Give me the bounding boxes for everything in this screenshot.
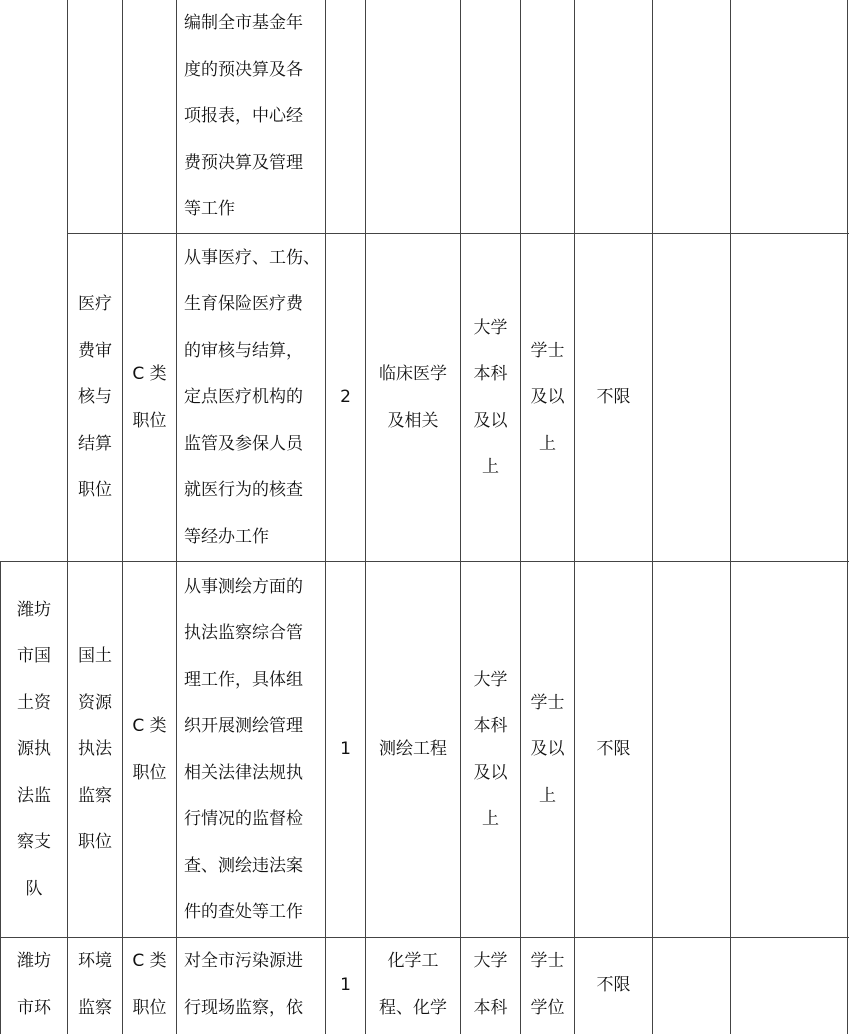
duties-line: 等经办工作 (184, 526, 269, 547)
education-line: 上 (482, 809, 499, 829)
other-requirement-cell (575, 234, 652, 561)
duties-cell (184, 938, 324, 1034)
major-line: 测绘工程 (379, 739, 447, 760)
category-cell (123, 938, 176, 1034)
duties-line: 等工作 (184, 199, 235, 220)
duties-line: 查、测绘违法案 (184, 855, 303, 876)
duties-cell (184, 0, 324, 233)
duties-line: 定点医疗机构的 (184, 387, 303, 408)
duties-cell (184, 234, 324, 561)
unit-line: 察支 (17, 832, 51, 853)
position-line: 职位 (78, 832, 112, 853)
education-line: 及以 (473, 410, 508, 431)
other-requirement-value: 不限 (596, 975, 631, 995)
education-line: 上 (482, 457, 499, 477)
column-divider (176, 0, 177, 1034)
other-requirement-cell (575, 962, 652, 1010)
count-cell (326, 562, 365, 937)
unit-line: 土资 (17, 692, 51, 713)
unit-line: 市环 (17, 997, 51, 1018)
duties-line: 理工作，具体组 (184, 669, 303, 690)
duties-line: 费预决算及管理 (184, 152, 303, 173)
category-cell (123, 562, 176, 937)
degree-cell (521, 562, 574, 937)
category-line: C 类 (132, 716, 167, 736)
duties-line: 从事医疗、工伤、 (184, 247, 320, 268)
unit-line: 潍坊 (17, 599, 51, 620)
column-divider (652, 0, 653, 1034)
position-cell (68, 938, 122, 1034)
major-line: 化学工 (387, 951, 439, 971)
position-line: 监察 (78, 785, 112, 806)
category-line: 职位 (132, 762, 167, 783)
other-requirement-value: 不限 (596, 387, 631, 408)
category-line: C 类 (132, 951, 167, 971)
education-line: 大学 (473, 317, 508, 338)
major-cell (366, 234, 460, 561)
major-cell (366, 938, 460, 1034)
major-line: 程、化学 (379, 997, 447, 1018)
position-line: 环境 (78, 951, 112, 971)
duties-line: 行现场监察，依 (184, 997, 303, 1018)
other-requirement-value: 不限 (596, 739, 631, 760)
duties-line: 行情况的监督检 (184, 809, 303, 829)
unit-line: 市国 (17, 646, 51, 667)
category-line: 职位 (132, 997, 167, 1018)
duties-line: 编制全市基金年 (184, 13, 303, 34)
degree-line: 学位 (530, 997, 565, 1018)
position-line: 执法 (78, 739, 112, 760)
position-cell (68, 234, 122, 561)
position-line: 资源 (78, 692, 112, 713)
count-value: 1 (340, 739, 351, 760)
major-cell (366, 562, 460, 937)
duties-line: 的审核与结算， (184, 340, 303, 361)
unit-line: 法监 (17, 785, 51, 806)
degree-cell (521, 938, 574, 1034)
position-line: 结算 (78, 433, 112, 454)
position-line: 医疗 (78, 294, 112, 315)
duties-line: 织开展测绘管理 (184, 716, 303, 736)
column-divider (730, 0, 731, 1034)
position-line: 职位 (78, 480, 112, 501)
duties-line: 生育保险医疗费 (184, 294, 303, 315)
duties-line: 执法监察综合管 (184, 623, 303, 643)
education-cell (461, 562, 520, 937)
education-line: 本科 (473, 716, 508, 736)
degree-line: 及以 (530, 387, 565, 408)
education-line: 大学 (473, 951, 508, 971)
major-line: 及相关 (387, 410, 439, 431)
duties-line: 从事测绘方面的 (184, 576, 303, 597)
degree-line: 学士 (530, 340, 565, 361)
count-cell (326, 234, 365, 561)
unit-line: 队 (25, 878, 43, 899)
position-line: 国土 (78, 646, 112, 667)
degree-line: 及以 (530, 739, 565, 760)
count-value: 2 (340, 387, 351, 408)
duties-line: 度的预决算及各 (184, 59, 303, 80)
position-line: 费审 (78, 340, 112, 361)
other-requirement-cell (575, 562, 652, 937)
count-value: 1 (340, 975, 351, 995)
major-line: 临床医学 (379, 364, 447, 384)
unit-cell (1, 938, 67, 1034)
category-line: C 类 (132, 364, 167, 384)
position-cell (68, 562, 122, 937)
category-cell (123, 234, 176, 561)
degree-cell (521, 234, 574, 561)
unit-cell (1, 562, 67, 937)
duties-line: 件的查处等工作 (184, 902, 303, 922)
position-line: 监察 (78, 997, 112, 1018)
duties-line: 监管及参保人员 (184, 433, 303, 454)
count-cell (326, 962, 365, 1010)
education-line: 本科 (473, 997, 508, 1018)
education-cell (461, 938, 520, 1034)
duties-cell (184, 562, 324, 937)
duties-line: 就医行为的核查 (184, 480, 303, 501)
unit-line: 潍坊 (17, 951, 51, 971)
degree-line: 学士 (530, 692, 565, 713)
position-line: 核与 (78, 387, 112, 408)
unit-line: 源执 (17, 739, 51, 760)
education-cell (461, 234, 520, 561)
education-line: 及以 (473, 762, 508, 783)
duties-line: 项报表，中心经 (184, 106, 303, 127)
column-divider (847, 0, 848, 1034)
duties-line: 相关法律法规执 (184, 762, 303, 783)
category-line: 职位 (132, 410, 167, 431)
duties-line: 对全市污染源进 (184, 951, 303, 971)
degree-line: 学士 (530, 951, 565, 971)
degree-line: 上 (539, 433, 556, 454)
education-line: 本科 (473, 364, 508, 384)
degree-line: 上 (539, 785, 556, 806)
education-line: 大学 (473, 669, 508, 690)
